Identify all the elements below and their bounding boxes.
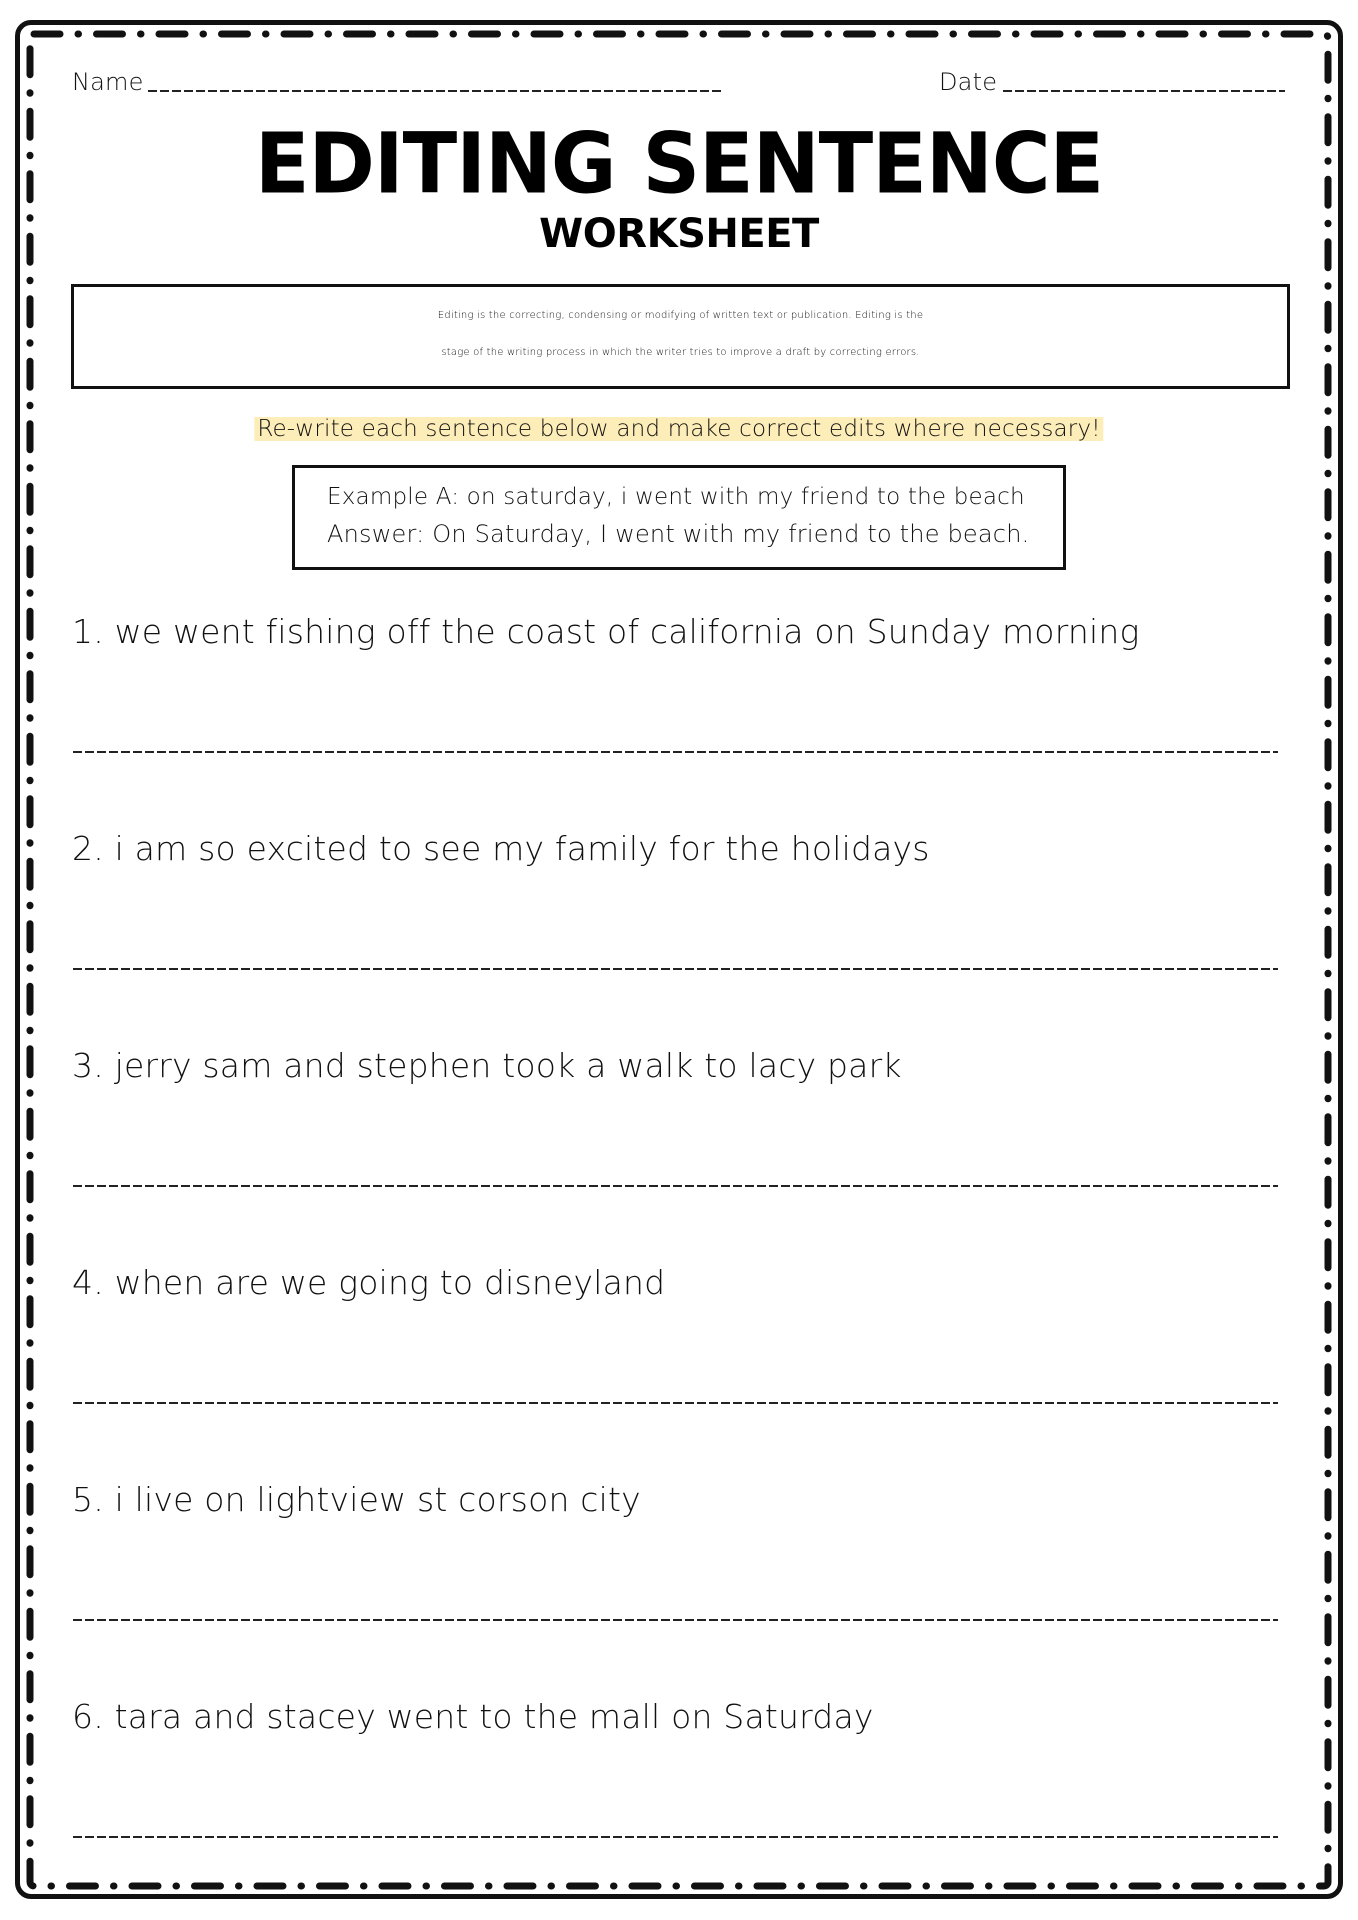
answer-line[interactable]	[73, 1185, 1278, 1187]
sentence-item: 6. tara and stacey went to the mall on Saturday	[72, 1697, 874, 1736]
sentence-item: 1. we went fishing off the coast of california on Sunday morning	[72, 612, 1140, 651]
date-label: Date	[939, 68, 998, 96]
example-question: Example A: on saturday, i went with my friend to the beach	[327, 484, 1025, 510]
date-input-line[interactable]	[1003, 90, 1285, 92]
example-answer: Answer: On Saturday, I went with my friend to the beach.	[327, 520, 1030, 548]
name-label: Name	[72, 68, 144, 96]
intro-line: stage of the writing process in which the writer tries to improve a draft by correcting errors.	[441, 347, 920, 358]
page-subtitle: WORKSHEET	[539, 211, 819, 257]
intro-line: Editing is the correcting, condensing or modifying of written text or publication. Editing is the	[437, 310, 924, 321]
page-title-text: EDITING SENTENCE	[254, 114, 1104, 213]
sentence-item: 4. when are we going to disneyland	[72, 1263, 666, 1302]
instruction-highlight: Re-write each sentence below and make correct edits where necessary!	[254, 417, 1103, 441]
answer-line[interactable]	[73, 968, 1278, 970]
answer-line[interactable]	[73, 751, 1278, 753]
answer-line[interactable]	[73, 1402, 1278, 1404]
example-box	[292, 465, 1066, 570]
answer-line[interactable]	[73, 1836, 1278, 1838]
sentence-item: 2. i am so excited to see my family for the holidays	[72, 829, 930, 868]
name-input-line[interactable]	[148, 90, 722, 92]
sentence-item: 3. jerry sam and stephen took a walk to lacy park	[72, 1046, 902, 1085]
page-title	[0, 112, 1358, 217]
sentence-item: 5. i live on lightview st corson city	[72, 1480, 641, 1519]
answer-line[interactable]	[73, 1619, 1278, 1621]
intro-box	[71, 284, 1290, 389]
